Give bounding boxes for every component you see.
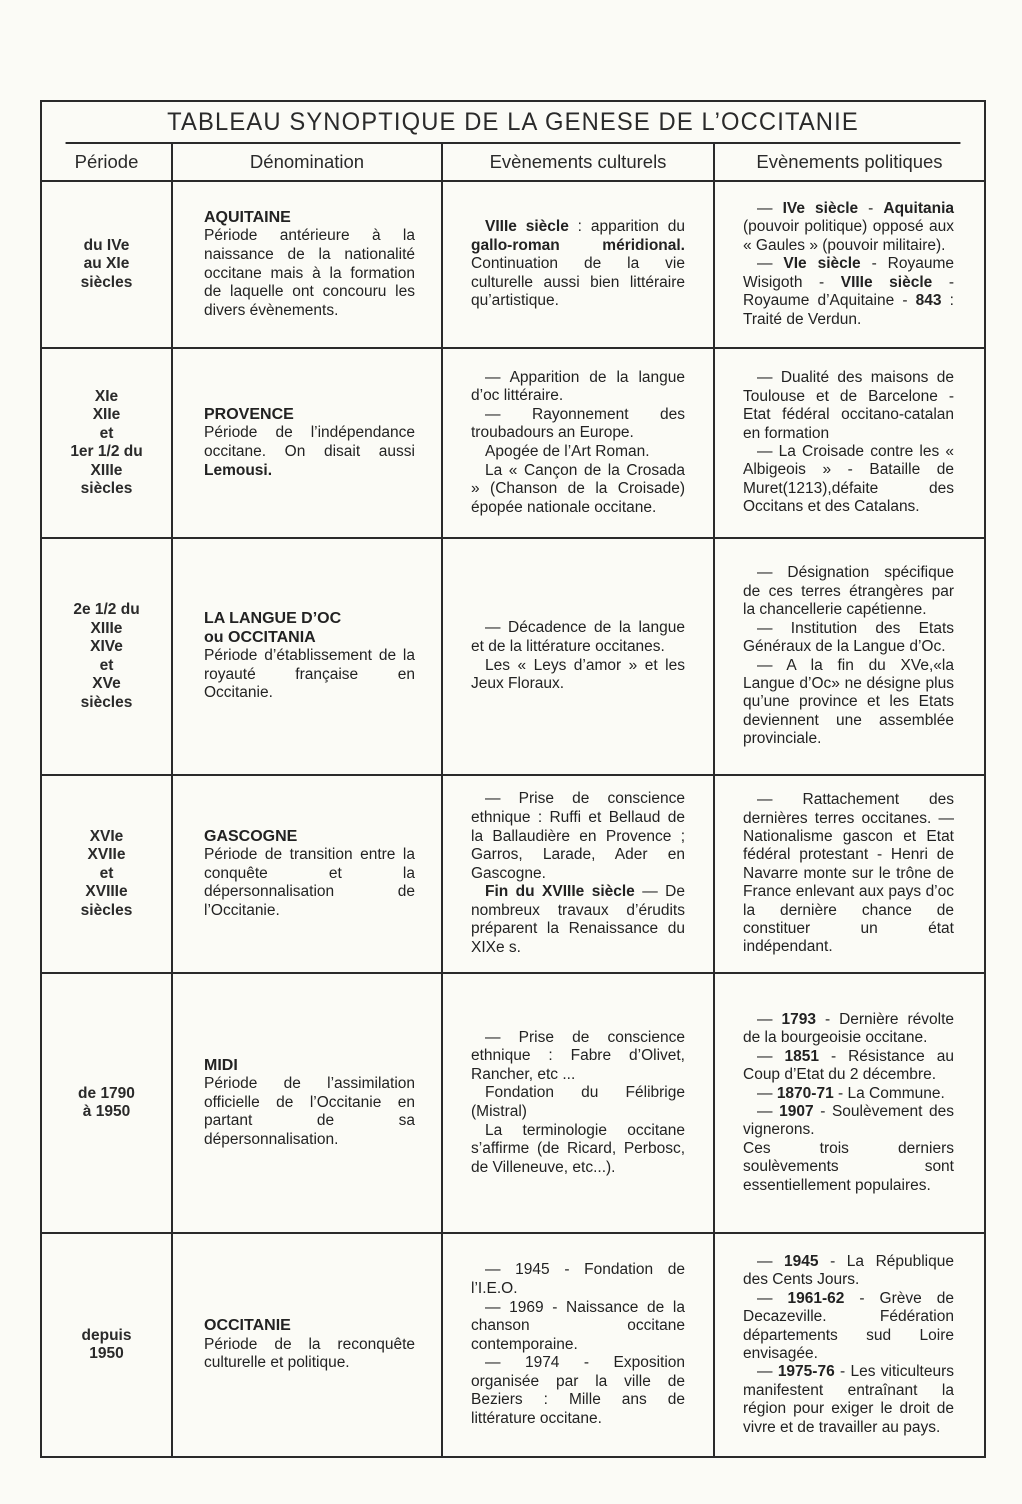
period-line: 2e 1/2 du	[73, 601, 140, 618]
table-row	[42, 349, 984, 539]
political-event: — 1961-62 - Grève de Decazeville. Fédération départements sud Loire envisagée.	[743, 1289, 954, 1362]
table-row	[42, 182, 984, 349]
political-event: — IVe siècle - Aquitania (pouvoir politique) opposé aux « Gaules » (pouvoir militaire).	[743, 200, 955, 254]
political-events-cell	[715, 539, 984, 774]
denomination-description: Période de l’assimilation officielle de l’Occitanie en partant de sa dépersonnalisation.	[204, 1075, 415, 1148]
period-line: siècles	[80, 273, 133, 291]
period-line: du IVe	[83, 236, 130, 254]
table-row	[42, 776, 984, 974]
header-political-events: Evènements politiques	[756, 151, 943, 172]
bold-text: 1851	[784, 1047, 819, 1065]
cultural-event: — Prise de conscience ethnique : Ruffi et Bellaud de la Ballaudière en Provence ; Garros, Larade, Ader en Gascogne.	[471, 790, 685, 882]
table-row	[42, 1234, 984, 1456]
denomination-name: MIDI	[204, 1056, 238, 1074]
period-line: XIVe	[90, 638, 123, 655]
cultural-event: Apogée de l’Art Roman.	[485, 443, 650, 460]
denomination-description: Période de la reconquête culturelle et politique.	[204, 1335, 415, 1372]
period-line: XIe	[94, 387, 119, 405]
denomination-cell	[173, 974, 443, 1232]
political-event: — La Croisade contre les « Albigeois » - Bataille de Muret(1213),défaite des Occitans et des Catalans.	[743, 443, 954, 516]
bold-text: 1961-62	[787, 1289, 845, 1307]
political-event: — 1793 - Dernière révolte de la bourgeoisie occitane.	[743, 1010, 955, 1047]
period-cell	[42, 182, 173, 347]
political-event: — 1870-71 - La Commune.	[757, 1084, 945, 1102]
period-line: XIIe	[92, 406, 121, 423]
header-cultural-events: Evènements culturels	[443, 144, 715, 180]
denomination-cell	[173, 776, 443, 972]
denomination-cell	[173, 349, 443, 537]
political-event: — 1851 - Résistance au Coup d’Etat du 2 décembre.	[743, 1047, 954, 1084]
cultural-event: Fondation du Félibrige (Mistral)	[471, 1084, 685, 1120]
cultural-event: Fin du XVIIIe siècle — De nombreux travaux d’érudits préparent la Renaissance du XIXe s.	[471, 883, 685, 957]
denomination-name-alt: ou OCCITANIA	[204, 628, 316, 646]
denomination-cell	[173, 182, 443, 347]
cultural-events-cell	[443, 776, 715, 972]
denomination-name: OCCITANIE	[204, 1317, 291, 1335]
period-line: XIIIe	[90, 619, 123, 637]
period-line: XVIIIe	[85, 883, 128, 901]
cultural-events-cell	[443, 974, 715, 1232]
period-line: XVIe	[89, 827, 124, 845]
cultural-events-cell	[443, 539, 715, 774]
cultural-event: VIIIe siècle : apparition du gallo-roman méridional. Continuation de la vie culturelle aussi bien littéraire qu’artistique.	[471, 218, 686, 310]
denomination-description: Période de transition entre la conquête et la dépersonnalisation de l’Occitanie.	[204, 846, 415, 919]
political-event: — Institution des Etats Généraux de la Langue d’Oc.	[743, 619, 954, 656]
bold-text: 1945	[784, 1252, 819, 1270]
period-line: 1950	[89, 1345, 124, 1362]
political-event: — Désignation spécifique de ces terres étrangères par la chancellerie capétienne.	[743, 564, 954, 619]
bold-text: Aquitania	[883, 200, 955, 218]
period-line: et	[99, 424, 114, 442]
political-event: — Dualité des maisons de Toulouse et de Barcelone - Etat fédéral occitano-catalan en formation	[743, 369, 954, 442]
period-line: 1er 1/2 du	[70, 443, 143, 460]
denomination-description: Période antérieure à la naissance de la nationalité occitane mais à la formation de laquelle ont concouru les divers évènements.	[204, 227, 415, 319]
cultural-events-cell	[443, 349, 715, 537]
denomination-name: AQUITAINE	[204, 208, 291, 226]
political-event: — VIe siècle - Royaume Wisigoth - VIIIe siècle - Royaume d’Aquitaine - 843 : Traité de Verdun.	[743, 255, 955, 328]
denomination-name: GASCOGNE	[204, 827, 298, 845]
bold-text: 1907	[779, 1103, 814, 1120]
cultural-event: Les « Leys d’amor » et les Jeux Floraux.	[471, 656, 685, 693]
cultural-events-cell	[443, 182, 715, 347]
period-line: siècles	[80, 480, 133, 497]
political-event: Ces trois derniers soulèvements sont essentiellement populaires.	[743, 1139, 954, 1194]
header-row	[42, 144, 984, 182]
cultural-event: La terminologie occitane s’affirme (de Ricard, Perbosc, de Villeneuve, etc...).	[471, 1121, 685, 1176]
period-line: XIIIe	[90, 461, 123, 479]
period-line: XVIIe	[87, 846, 126, 864]
period-cell	[42, 349, 173, 537]
denomination-name: LA LANGUE D’OC	[204, 610, 342, 628]
denomination-cell	[173, 1234, 443, 1456]
political-events-cell	[715, 776, 984, 972]
political-event: — 1907 - Soulèvement des vignerons.	[743, 1103, 955, 1139]
table-body	[42, 182, 984, 1456]
period-line: au XIe	[83, 255, 130, 273]
table-row	[42, 539, 984, 776]
political-events-cell	[715, 349, 984, 537]
denomination-cell	[173, 539, 443, 774]
cultural-event: — 1969 - Naissance de la chanson occitane contemporaine.	[471, 1298, 685, 1353]
period-cell	[42, 974, 173, 1232]
political-events-cell	[715, 182, 984, 347]
political-event: — 1945 - La République des Cents Jours.	[743, 1252, 954, 1289]
period-line: à 1950	[82, 1103, 131, 1120]
cultural-event: — Rayonnement des troubadours an Europe.	[471, 405, 685, 442]
synoptic-table	[40, 100, 986, 1458]
period-cell	[42, 776, 173, 972]
period-line: de 1790	[78, 1084, 135, 1102]
bold-text: 843	[915, 292, 942, 310]
denomination-name: PROVENCE	[204, 405, 294, 423]
period-cell	[42, 539, 173, 774]
bold-text: gallo-roman méridional.	[471, 236, 685, 254]
cultural-event: — 1945 - Fondation de l’I.E.O.	[471, 1261, 685, 1297]
political-event: — A la fin du XVe,«la Langue d’Oc» ne désigne plus qu’une province et les Etats deviennent une assemblée provinciale.	[743, 656, 954, 748]
bold-text: VIe siècle	[783, 255, 861, 273]
period-line: et	[99, 864, 114, 882]
political-events-cell	[715, 974, 984, 1232]
period-line: et	[99, 656, 114, 674]
bold-text: 1793	[781, 1010, 816, 1028]
bold-text: VIIIe siècle	[485, 218, 569, 236]
political-event: — 1975-76 - Les viticulteurs manifestent entraînant la région pour exiger le droit de vivre et de travailler au pays.	[743, 1363, 954, 1436]
cultural-event: — Décadence de la langue et de la littérature occitanes.	[471, 619, 685, 655]
header-period: Période	[42, 144, 173, 180]
political-event: — Rattachement des dernières terres occitanes. — Nationalisme gascon et Etat fédéral protestant - Henri de Navarre monte sur le trône de France enlevant aux pays d’oc la dernière chance de constituer un état indépendant.	[743, 791, 954, 956]
bold-text: 1975-76	[777, 1363, 835, 1381]
denomination-description: Période d’établissement de la royauté française en Occitanie.	[204, 647, 415, 702]
table-row	[42, 974, 984, 1234]
table-title: TABLEAU SYNOPTIQUE DE LA GENESE DE L’OCCITANIE	[66, 102, 961, 144]
cultural-events-cell	[443, 1234, 715, 1456]
period-line: siècles	[80, 693, 133, 711]
period-line: siècles	[80, 901, 133, 919]
period-line: depuis	[81, 1326, 132, 1344]
bold-text: Lemousi.	[204, 461, 273, 479]
cultural-event: — Prise de conscience ethnique : Fabre d’Olivet, Rancher, etc ...	[471, 1028, 685, 1083]
cultural-event: La « Cançon de la Crosada » (Chanson de la Croisade) épopée nationale occitane.	[471, 461, 685, 516]
cultural-event: — 1974 - Exposition organisée par la ville de Beziers : Mille ans de littérature occitane.	[471, 1354, 685, 1428]
period-cell	[42, 1234, 173, 1456]
political-events-cell	[715, 1234, 984, 1456]
header-denomination: Dénomination	[173, 144, 443, 180]
bold-text: IVe siècle	[782, 200, 859, 218]
bold-text: 1870-71	[776, 1084, 834, 1102]
bold-text: Fin du XVIIIe siècle	[485, 883, 635, 901]
denomination-description: Période de l’indépendance occitane. On disait aussi Lemousi.	[204, 424, 415, 479]
cultural-event: — Apparition de la langue d’oc littéraire.	[471, 368, 685, 405]
bold-text: VIIIe siècle	[840, 273, 933, 291]
period-line: XVe	[92, 675, 121, 692]
